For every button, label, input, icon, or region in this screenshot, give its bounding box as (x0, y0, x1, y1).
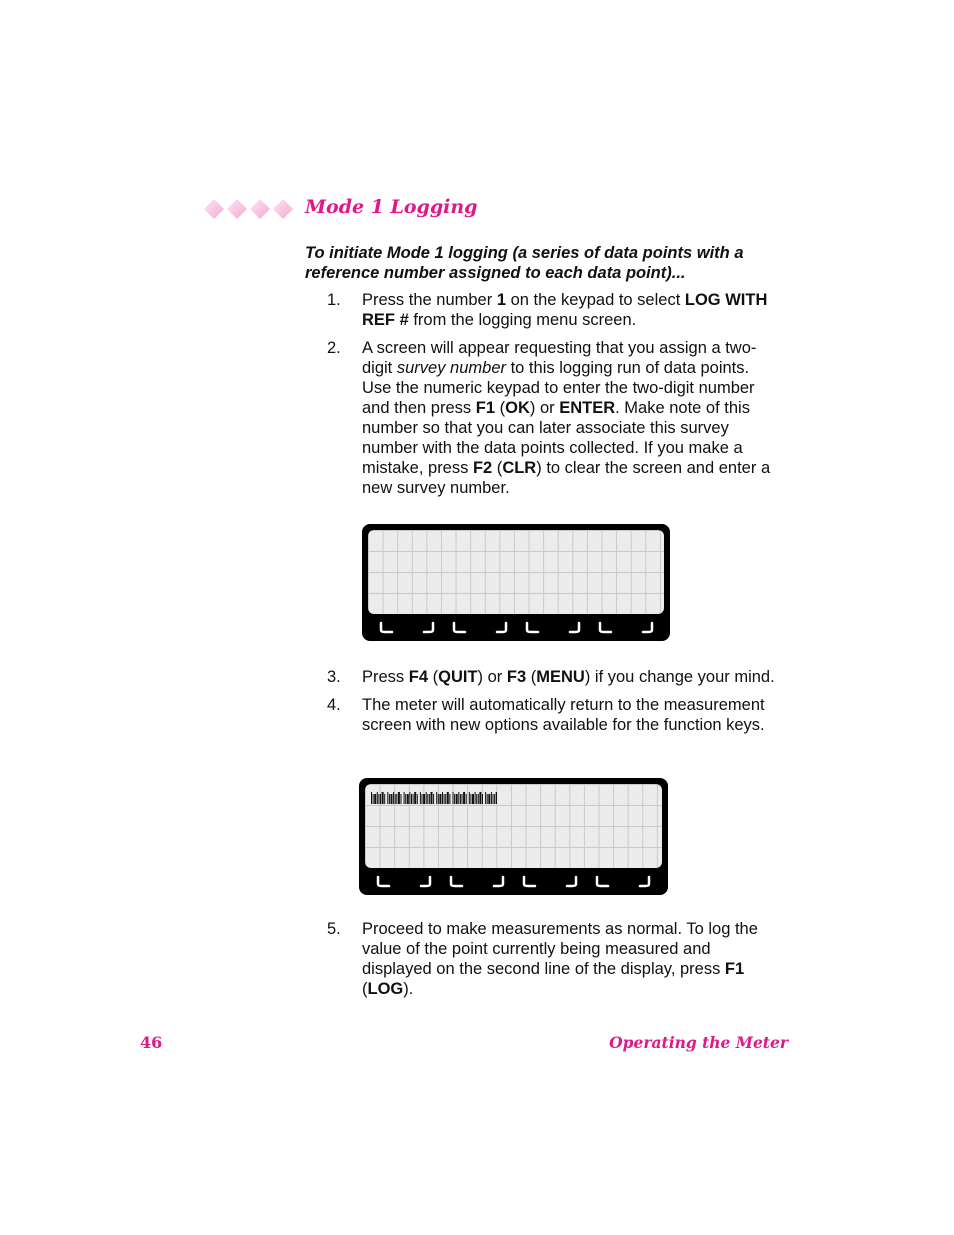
step-text-run: survey number (396, 359, 506, 377)
bar-segment (409, 792, 410, 804)
step-text-run: on the keypad to select (506, 291, 685, 309)
bar-segment (496, 792, 497, 804)
step-number: 2. (327, 339, 341, 357)
bar-segment (458, 792, 459, 804)
step-text (362, 338, 782, 498)
bar-segment (396, 794, 397, 804)
bar-segment (438, 794, 439, 804)
step-text-run: ) or (477, 668, 507, 686)
bar-segment (417, 794, 418, 804)
bar-segment (374, 794, 376, 804)
bar-segment (485, 792, 486, 804)
bar-segment (371, 792, 372, 804)
bar-segment (373, 794, 374, 804)
step-text-run: ). (403, 980, 414, 998)
step-text-run: ( (495, 399, 506, 417)
bar-segment (393, 792, 394, 804)
bar-segment (411, 794, 412, 804)
chapter-title: Operating the Meter (609, 1033, 788, 1052)
bar-segment (389, 794, 390, 804)
bar-segment (382, 792, 384, 804)
bar-segment (472, 794, 474, 804)
bar-segment (462, 794, 463, 804)
step-text (362, 919, 782, 999)
bar-pattern-icon (367, 790, 497, 806)
lcd-display-survey-entry (362, 524, 670, 641)
step-text-run: ) to clear the screen and enter a new survey number. (362, 459, 771, 497)
step-text-run: ) if you change your mind. (584, 668, 775, 686)
step-text-run: CLR (502, 459, 537, 477)
step-text-run: Proceed to make measurements as normal. To log the value of the point currently being measured and displayed on the second line of the display, press (362, 920, 758, 978)
bar-segment (445, 794, 446, 804)
bar-segment (494, 794, 495, 804)
bar-segment (493, 794, 494, 804)
step-text-run: 1 (496, 291, 506, 309)
lcd-screen (368, 530, 664, 614)
step-text-run: Press (362, 668, 409, 686)
section-title: Mode 1 Logging (305, 196, 478, 218)
step-text-run: F1 (724, 960, 745, 978)
step-text-run: F1 (475, 399, 496, 417)
bar-segment (436, 792, 437, 804)
step-text-run: OK (505, 399, 530, 417)
step-text-run: ( (362, 980, 368, 998)
step-text-run: . Make note of this number so that you can later associate this survey number with the data points collected. If you make a mistake, press (362, 399, 750, 477)
bar-segment (466, 794, 467, 804)
bar-segment (491, 792, 492, 804)
bar-segment (377, 792, 378, 804)
bar-segment (426, 792, 427, 804)
bar-segment (431, 792, 433, 804)
bar-segment (488, 794, 490, 804)
step-number: 3. (327, 668, 341, 686)
step-text-run: A screen will appear requesting that you assign a two-digit (362, 339, 757, 377)
bar-segment (420, 792, 421, 804)
bar-segment (384, 794, 385, 804)
diamonds-bullet-icon (203, 198, 293, 220)
step-text (362, 695, 782, 735)
bar-segment (475, 792, 476, 804)
step-text-run: F3 (506, 668, 527, 686)
lcd-display-measurement (359, 778, 668, 895)
bar-segment (482, 794, 483, 804)
bar-segment (442, 792, 443, 804)
bar-segment (487, 794, 488, 804)
bar-segment (407, 794, 409, 804)
bar-segment (404, 792, 405, 804)
step-text (362, 290, 782, 330)
bar-segment (405, 794, 406, 804)
bar-segment (478, 794, 479, 804)
bar-segment (429, 794, 430, 804)
bar-segment (422, 794, 423, 804)
step-text-run: to this logging run of data points. Use the numeric keypad to enter the two-digit number and then press (362, 359, 755, 417)
intro-text: To initiate Mode 1 logging (a series of data points with a reference number assigned to each data point)... (305, 244, 744, 282)
bar-segment (427, 794, 428, 804)
bar-segment (449, 794, 450, 804)
step-number: 1. (327, 291, 341, 309)
step-text-run: ( (526, 668, 537, 686)
bar-segment (469, 792, 470, 804)
bar-segment (439, 794, 441, 804)
step-text-run: ENTER (559, 399, 616, 417)
bar-segment (380, 794, 381, 804)
step-text-run: ) or (529, 399, 560, 417)
bar-segment (378, 794, 379, 804)
step-text-run: from the logging menu screen. (408, 311, 637, 329)
step-text-run: Press the number (362, 291, 497, 309)
bar-segment (413, 794, 414, 804)
step-text-run: F2 (472, 459, 493, 477)
step-text-run: LOG (367, 980, 404, 998)
step-text-run: LOG WITH REF # (362, 291, 768, 329)
step-text-run: QUIT (438, 668, 478, 686)
bar-segment (401, 794, 402, 804)
bar-segment (463, 792, 465, 804)
step-number: 5. (327, 920, 341, 938)
step-number: 4. (327, 696, 341, 714)
bar-segment (391, 794, 393, 804)
page-number: 46 (140, 1033, 163, 1052)
function-key-brackets-icon (362, 615, 670, 641)
bar-segment (476, 794, 477, 804)
bar-segment (470, 794, 471, 804)
bar-segment (460, 794, 461, 804)
bar-segment (456, 794, 458, 804)
bar-segment (433, 794, 434, 804)
bar-segment (453, 792, 454, 804)
bar-segment (398, 792, 400, 804)
function-key-brackets-icon (359, 869, 668, 895)
bar-segment (423, 794, 425, 804)
step-text-run: ( (492, 459, 503, 477)
step-text (362, 667, 782, 687)
step-text-run: ( (428, 668, 439, 686)
step-text-run: F4 (408, 668, 429, 686)
lcd-screen (365, 784, 662, 868)
step-text-run: The meter will automatically return to the measurement screen with new options available for the function keys. (362, 696, 765, 734)
bar-segment (447, 792, 449, 804)
bar-segment (454, 794, 455, 804)
bar-segment (479, 792, 481, 804)
step-text-run: MENU (536, 668, 585, 686)
bar-segment (387, 792, 388, 804)
bar-segment (395, 794, 396, 804)
bar-segment (444, 794, 445, 804)
bar-segment (414, 792, 416, 804)
